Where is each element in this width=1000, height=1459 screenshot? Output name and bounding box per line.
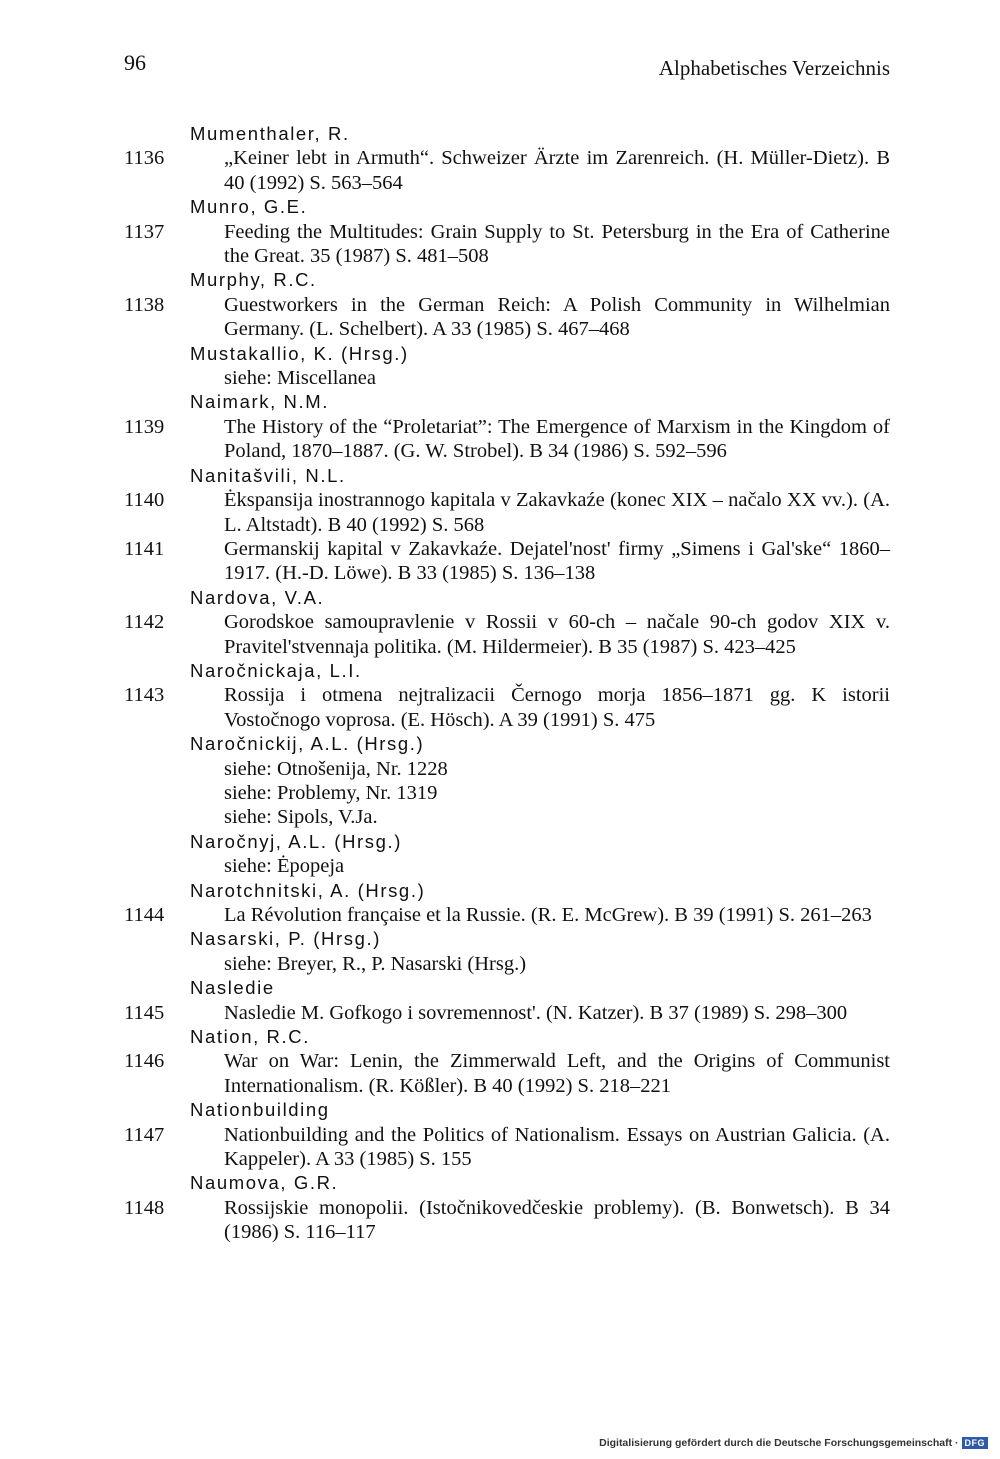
entry-number: 1141	[124, 537, 165, 560]
index-entry	[124, 1001, 890, 1025]
author-heading: Mustakallio, K. (Hrsg.)	[190, 342, 409, 364]
entry-citation: War on War: Lenin, the Zimmerwald Left, and the Origins of Communist Internationalism. (R. Kößler). B 40 (1992) S. 218–221	[224, 1050, 890, 1097]
entry-number: 1147	[124, 1123, 165, 1146]
entry-number: 1137	[124, 220, 165, 243]
entry-citation: Germanskij kapital v Zakavkaźe. Dejatel'nost' firmy „Simens i Gal'ske“ 1860–1917. (H.-D. Löwe). B 33 (1985) S. 136–138	[224, 537, 890, 585]
index-entry	[124, 1196, 890, 1245]
entry-citation: „Keiner lebt in Armuth“. Schweizer Ärzte im Zarenreich. (H. Müller-Dietz). B 40 (1992) S. 563–564	[224, 147, 890, 194]
entry-citation: Feeding the Multitudes: Grain Supply to St. Petersburg in the Era of Catherine the Great. 35 (1987) S. 481–508	[224, 220, 890, 268]
author-heading: Nation, R.C.	[190, 1026, 310, 1048]
see-reference: siehe: Breyer, R., P. Nasarski (Hrsg.)	[224, 952, 527, 975]
entry-number: 1139	[124, 415, 165, 438]
entry-citation: Rossijskie monopolii. (Istočnikovedčeskie problemy). (B. Bonwetsch). B 34 (1986) S. 116–117	[224, 1196, 890, 1244]
entry-citation: Rossija i otmena nejtralizacii Černogo morja 1856–1871 gg. K istorii Vostočnogo voprosa. (E. Hösch). A 39 (1991) S. 475	[224, 684, 890, 731]
author-heading: Naumova, G.R.	[190, 1172, 339, 1194]
index-entry	[124, 683, 890, 732]
index-entry	[124, 1123, 890, 1172]
entry-number: 1148	[124, 1196, 165, 1219]
index-entry	[124, 1049, 890, 1098]
entry-citation: Ėkspansija inostrannogo kapitala v Zakavkaźe (konec XIX – načalo XX vv.). (A. L. Altstadt). B 40 (1992) S. 568	[224, 489, 890, 536]
entry-citation: Gorodskoe samoupravlenie v Rossii v 60-ch – načale 90-ch godov XIX v. Pravitel'stvennaja politika. (M. Hildermeier). B 35 (1987) S. 423–425	[224, 611, 890, 658]
see-reference: siehe: Ėpopeja	[224, 855, 345, 878]
entry-citation: Guestworkers in the German Reich: A Polish Community in Wilhelmian Germany. (L. Schelbert). A 33 (1985) S. 467–468	[224, 293, 890, 341]
index-entries	[124, 122, 890, 1245]
entry-number: 1146	[124, 1050, 165, 1073]
entry-number: 1136	[124, 147, 165, 170]
index-entry	[124, 220, 890, 269]
author-heading: Naročnickij, A.L. (Hrsg.)	[190, 733, 425, 755]
index-entry	[124, 415, 890, 464]
author-heading: Mumenthaler, R.	[190, 123, 350, 144]
entry-number: 1144	[124, 904, 165, 926]
author-heading: Naročnyj, A.L. (Hrsg.)	[190, 830, 403, 852]
see-reference: siehe: Otnošenija, Nr. 1228	[224, 757, 448, 780]
see-reference: siehe: Miscellanea	[224, 367, 376, 390]
index-entry	[124, 610, 890, 659]
author-heading: Murphy, R.C.	[190, 269, 317, 291]
author-heading: Nardova, V.A.	[190, 586, 325, 608]
index-entry	[124, 146, 890, 195]
entry-citation: The History of the “Proletariat”: The Emergence of Marxism in the Kingdom of Poland, 1870–1887. (G. W. Strobel). B 34 (1986) S. 592–596	[224, 415, 890, 463]
author-heading: Nasarski, P. (Hrsg.)	[190, 928, 381, 950]
dfg-logo-icon: DFG	[962, 1437, 989, 1449]
index-entry	[124, 903, 890, 927]
author-heading: Nationbuilding	[190, 1099, 330, 1121]
credit-text: Digitalisierung gefördert durch die Deutsche Forschungsgemeinschaft ·	[599, 1437, 959, 1449]
author-heading: Nanitašvili, N.L.	[190, 464, 346, 486]
author-heading: Naimark, N.M.	[190, 391, 329, 413]
entry-number: 1142	[124, 611, 165, 634]
digitization-credit	[599, 1437, 988, 1449]
see-reference: siehe: Problemy, Nr. 1319	[224, 781, 438, 804]
running-head: Alphabetisches Verzeichnis	[658, 56, 890, 80]
entry-number: 1145	[124, 1001, 165, 1024]
author-heading: Narotchnitski, A. (Hrsg.)	[190, 879, 426, 901]
entry-number: 1138	[124, 293, 165, 316]
entry-citation: Nasledie M. Gofkogo i sovremennost'. (N. Katzer). B 37 (1989) S. 298–300	[224, 1001, 848, 1024]
entry-number: 1140	[124, 489, 165, 512]
author-heading: Naročnickaja, L.I.	[190, 659, 362, 681]
entry-citation: La Révolution française et la Russie. (R. E. McGrew). B 39 (1991) S. 261–263	[224, 904, 872, 926]
page-number: 96	[124, 50, 146, 75]
author-heading: Munro, G.E.	[190, 196, 308, 218]
entry-citation: Nationbuilding and the Politics of Nationalism. Essays on Austrian Galicia. (A. Kappeler). A 33 (1985) S. 155	[224, 1123, 890, 1171]
index-entry	[124, 537, 890, 586]
author-heading: Nasledie	[190, 977, 275, 999]
index-entry	[124, 488, 890, 537]
see-reference: siehe: Sipols, V.Ja.	[224, 806, 378, 829]
index-entry	[124, 293, 890, 342]
entry-number: 1143	[124, 684, 165, 707]
